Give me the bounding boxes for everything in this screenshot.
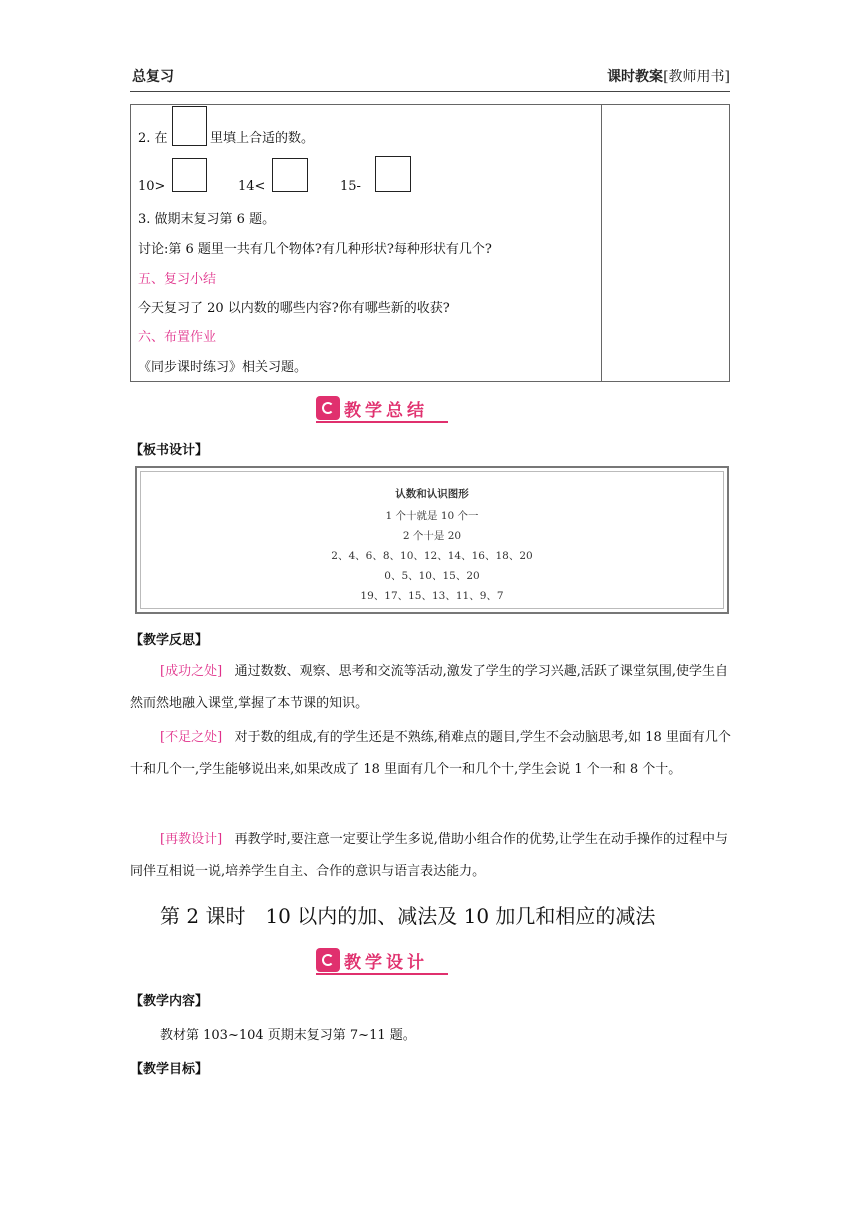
lesson-2-title: 第 2 课时 10 以内的加、减法及 10 加几和相应的减法 — [160, 904, 656, 928]
header-book-bracket: [教师用书] — [663, 69, 730, 85]
homework-text: 《同步课时练习》相关习题。 — [138, 360, 308, 375]
answer-box-3 — [375, 156, 411, 192]
content-text: 教材第 103~104 页期末复习第 7~11 题。 — [160, 1028, 416, 1043]
exercise-2 — [138, 127, 168, 146]
content-heading: 【教学内容】 — [130, 994, 209, 1009]
board-line-5: 19、17、15、13、11、9、7 — [360, 590, 504, 602]
summary-question: 今天复习了 20 以内数的哪些内容?你有哪些新的收获? — [138, 301, 450, 316]
reflection-shortfall — [130, 722, 732, 786]
redesign-text: 再教学时,要注意一定要让学生多说,借助小组合作的优势,让学生在动手操作的过程中与同伴互相说一说,培养学生自主、合作的意识与语言表达能力。 — [130, 832, 728, 879]
section-homework: 六、布置作业 — [138, 330, 217, 345]
exercise-2-suffix: 里填上合适的数。 — [210, 131, 315, 146]
reflection-heading: 【教学反思】 — [130, 633, 209, 648]
success-tag: [成功之处] — [160, 664, 223, 679]
board-line-1: 1 个十就是 10 个一 — [385, 510, 479, 522]
header-section-title: 总复习 — [132, 69, 174, 85]
header-book-main: 课时教案 — [607, 69, 664, 85]
answer-box-2 — [272, 158, 308, 192]
discussion: 讨论:第 6 题里一共有几个物体?有几种形状?每种形状有几个? — [138, 242, 492, 257]
redesign-tag: [再教设计] — [160, 832, 223, 847]
banner-underline — [316, 421, 448, 423]
flower-logo-icon — [316, 948, 340, 972]
section-review-summary: 五、复习小结 — [138, 272, 217, 287]
board-title: 认数和认识图形 — [395, 488, 469, 500]
exercise-2-prefix: 2. 在 — [138, 131, 168, 146]
answer-box-example — [172, 106, 207, 146]
board-design — [135, 466, 729, 614]
flower-logo-icon — [316, 396, 340, 420]
board-line-2: 2 个十是 20 — [402, 530, 462, 542]
header-book-title — [607, 66, 730, 86]
banner-teaching-summary-text: 教学总结 — [344, 401, 428, 421]
shortfall-tag: [不足之处] — [160, 730, 223, 745]
fill-label-3: 15- — [340, 179, 361, 194]
answer-box-1 — [172, 158, 207, 192]
goals-heading: 【教学目标】 — [130, 1062, 209, 1077]
fill-label-2: 14< — [238, 179, 266, 194]
board-design-heading: 【板书设计】 — [130, 443, 209, 458]
shortfall-text: 对于数的组成,有的学生还是不熟练,稍难点的题目,学生不会动脑思考,如 18 里面有几个十和几个一,学生能够说出来,如果改成了 18 里面有几个一和几个十,学生会说 1 个一和 8 个十。 — [130, 730, 731, 777]
board-line-3: 2、4、6、8、10、12、14、16、18、20 — [331, 550, 533, 562]
fill-label-1: 10> — [138, 179, 166, 194]
banner-underline — [316, 973, 448, 975]
exercise-3: 3. 做期末复习第 6 题。 — [138, 212, 276, 227]
success-text: 通过数数、观察、思考和交流等活动,激发了学生的学习兴趣,活跃了课堂氛围,使学生自然而然地融入课堂,掌握了本节课的知识。 — [130, 664, 728, 711]
lesson-table-divider — [601, 104, 602, 382]
banner-teaching-summary — [316, 396, 450, 422]
reflection-success — [130, 656, 732, 720]
header-rule — [130, 91, 730, 92]
banner-teaching-design-text: 教学设计 — [344, 953, 428, 973]
banner-teaching-design — [316, 948, 450, 974]
board-line-4: 0、5、10、15、20 — [384, 570, 480, 582]
reflection-redesign — [130, 824, 732, 888]
